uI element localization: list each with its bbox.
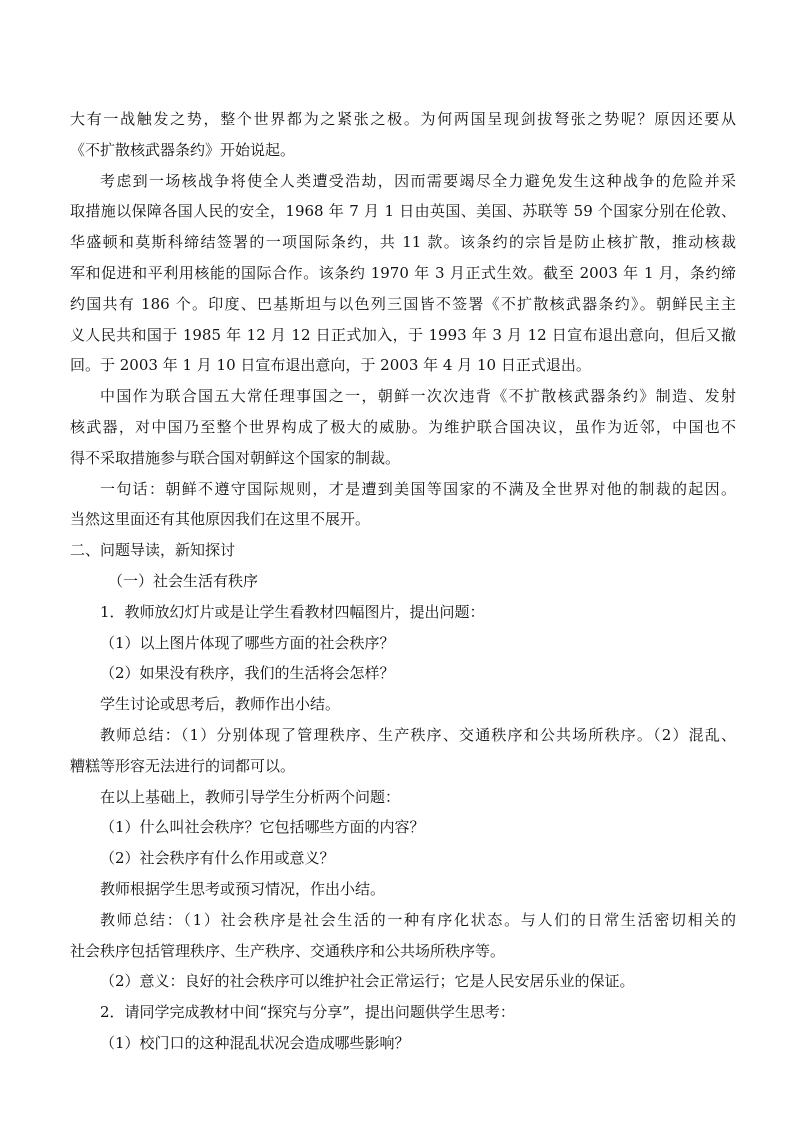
text-line: 中国作为联合国五大常任理事国之一，朝鲜一次次违背《不扩散核武器条约》制造、发射 — [100, 387, 736, 406]
text-line: 学生讨论或思考后，教师作出小结。 — [100, 695, 341, 714]
question-line: （1）什么叫社会秩序？它包括哪些方面的内容？ — [100, 818, 425, 837]
question-line: （1）以上图片体现了哪些方面的社会秩序？ — [100, 633, 395, 652]
subsection-heading: （一）社会生活有秩序 — [108, 571, 259, 590]
text-line: 考虑到一场核战争将使全人类遭受浩劫，因而需要竭尽全力避免发生这种战争的危险并采 — [100, 171, 736, 190]
text-line: 教师根据学生思考或预习情况，作出小结。 — [100, 879, 386, 898]
text-line: 一句话：朝鲜不遵守国际规则，才是遭到美国等国家的不满及全世界对他的制裁的起因。 — [100, 479, 736, 498]
text-line: 社会秩序包括管理秩序、生产秩序、交通秩序和公共场所秩序等。 — [70, 941, 506, 960]
question-line: （1）校门口的这种混乱状况会造成哪些影响？ — [100, 1033, 410, 1052]
text-line: 义人民共和国于 1985 年 12 月 12 日正式加入，于 1993 年 3 月 12 日宣布退出意向，但后又撤 — [70, 325, 736, 344]
text-line: 军和促进和平利用核能的国际合作。该条约 1970 年 3 月正式生效。截至 2003 年 1 月，条约缔 — [70, 263, 736, 282]
text-line: 华盛顿和莫斯科缔结签署的一项国际条约，共 11 款。该条约的宗旨是防止核扩散，推动核裁 — [70, 233, 736, 252]
text-line: 教师总结：（1）分别体现了管理秩序、生产秩序、交通秩序和公共场所秩序。（2）混乱、 — [100, 725, 736, 744]
text-line: 1．教师放幻灯片或是让学生看教材四幅图片，提出问题： — [100, 602, 485, 621]
text-line: 《不扩散核武器条约》开始说起。 — [70, 140, 296, 159]
text-line: 约国共有 186 个。印度、巴基斯坦与以色列三国皆不签署《不扩散核武器条约》。朝鲜民主主 — [70, 294, 736, 313]
text-line: 在以上基础上，教师引导学生分析两个问题： — [100, 787, 401, 806]
section-heading: 二、问题导读，新知探讨 — [70, 541, 236, 560]
text-line: 教师总结：（1）社会秩序是社会生活的一种有序化状态。与人们的日常生活密切相关的 — [100, 910, 736, 929]
text-line: 当然这里面还有其他原因我们在这里不展开。 — [70, 510, 371, 529]
text-line: 大有一战触发之势，整个世界都为之紧张之极。为何两国呈现剑拔弩张之势呢？原因还要从 — [70, 110, 736, 128]
text-line: 2．请同学完成教材中间“探究与分享”，提出问题供学生思考： — [100, 1003, 515, 1022]
text-line: 核武器，对中国乃至整个世界构成了极大的威胁。为维护联合国决议，虽作为近邻，中国也不 — [70, 417, 736, 436]
text-line: 得不采取措施参与联合国对朝鲜这个国家的制裁。 — [70, 448, 401, 467]
text-line: （2）意义：良好的社会秩序可以维护社会正常运行；它是人民安居乐业的保证。 — [100, 972, 635, 991]
document-page — [70, 104, 736, 1059]
text-line: 取措施以保障各国人民的安全，1968 年 7 月 1 日由英国、美国、苏联等 59 个国家分别在伦敦、 — [70, 202, 736, 221]
question-line: （2）如果没有秩序，我们的生活将会怎样？ — [100, 664, 395, 683]
text-line: 糟糕等形容无法进行的词都可以。 — [70, 756, 296, 775]
text-line: 回。于 2003 年 1 月 10 日宣布退出意向，于 2003 年 4 月 10 日正式退出。 — [70, 356, 591, 375]
question-line: （2）社会秩序有什么作用或意义？ — [100, 849, 335, 868]
